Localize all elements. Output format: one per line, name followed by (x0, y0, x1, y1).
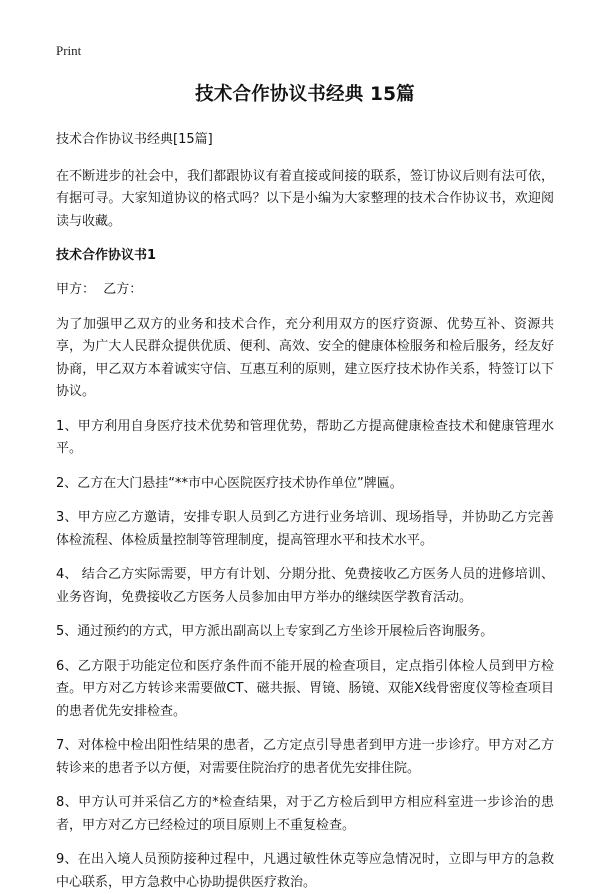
preamble-paragraph: 为了加强甲乙双方的业务和技术合作，充分利用双方的医疗资源、优势互补、资源共享，为广大人民群众提供优质、便利、高效、安全的健康体检服务和检后服务，经友好协商，甲乙双方本着诚实守信、互惠互利的原则，建立医疗技术协作关系，特签订以下协议。 (56, 316, 554, 399)
clause-2: 2、乙方在大门悬挂“**市中心医院医疗技术协作单位”牌匾。 (56, 475, 403, 491)
parties-line: 甲方： 乙方： (56, 282, 143, 297)
print-label: Print (56, 43, 82, 58)
intro-paragraph: 在不断进步的社会中，我们都跟协议有着直接或间接的联系，签订协议后则有法可依，有据可寻。大家知道协议的格式吗？以下是小编为大家整理的技术合作协议书，欢迎阅读与收藏。 (56, 168, 554, 229)
clause-6: 6、乙方限于功能定位和医疗条件而不能开展的检查项目，定点指引体检人员到甲方检查。甲方对乙方转诊来需要做CT、磁共振、胃镜、肠镜、双能X线骨密度仪等检查项目的患者优先安排检查。 (56, 658, 554, 719)
clause-3: 3、甲方应乙方邀请，安排专职人员到乙方进行业务培训、现场指导，并协助乙方完善体检流程、体检质量控制等管理制度，提高管理水平和技术水平。 (56, 510, 554, 548)
clause-1: 1、甲方利用自身医疗技术优势和管理优势，帮助乙方提高健康检查技术和健康管理水平。 (56, 418, 554, 456)
clause-7: 7、对体检中检出阳性结果的患者，乙方定点引导患者到甲方进一步诊疗。甲方对乙方转诊来的患者予以方便，对需要住院治疗的患者优先安排住院。 (56, 738, 554, 776)
document-title: 技术合作协议书经典 15篇 (195, 84, 415, 105)
clause-8: 8、甲方认可并采信乙方的*检查结果，对于乙方检后到甲方相应科室进一步诊治的患者，甲方对乙方已经检过的项目原则上不重复检查。 (56, 795, 554, 833)
document-subtitle: 技术合作协议书经典[15篇] (56, 132, 213, 147)
clause-4: 4、 结合乙方实际需要，甲方有计划、分期分批、免费接收乙方医务人员的进修培训、业务咨询，免费接收乙方医务人员参加由甲方举办的继续医学教育活动。 (56, 567, 554, 605)
section-heading: 技术合作协议书1 (56, 248, 157, 263)
clause-9: 9、在出入境人员预防接种过程中，凡遇过敏性休克等应急情况时，立即与甲方的急救中心联系，甲方急救中心协助提供医疗救治。 (56, 852, 554, 890)
clause-5: 5、通过预约的方式，甲方派出副高以上专家到乙方坐诊开展检后咨询服务。 (56, 624, 494, 639)
